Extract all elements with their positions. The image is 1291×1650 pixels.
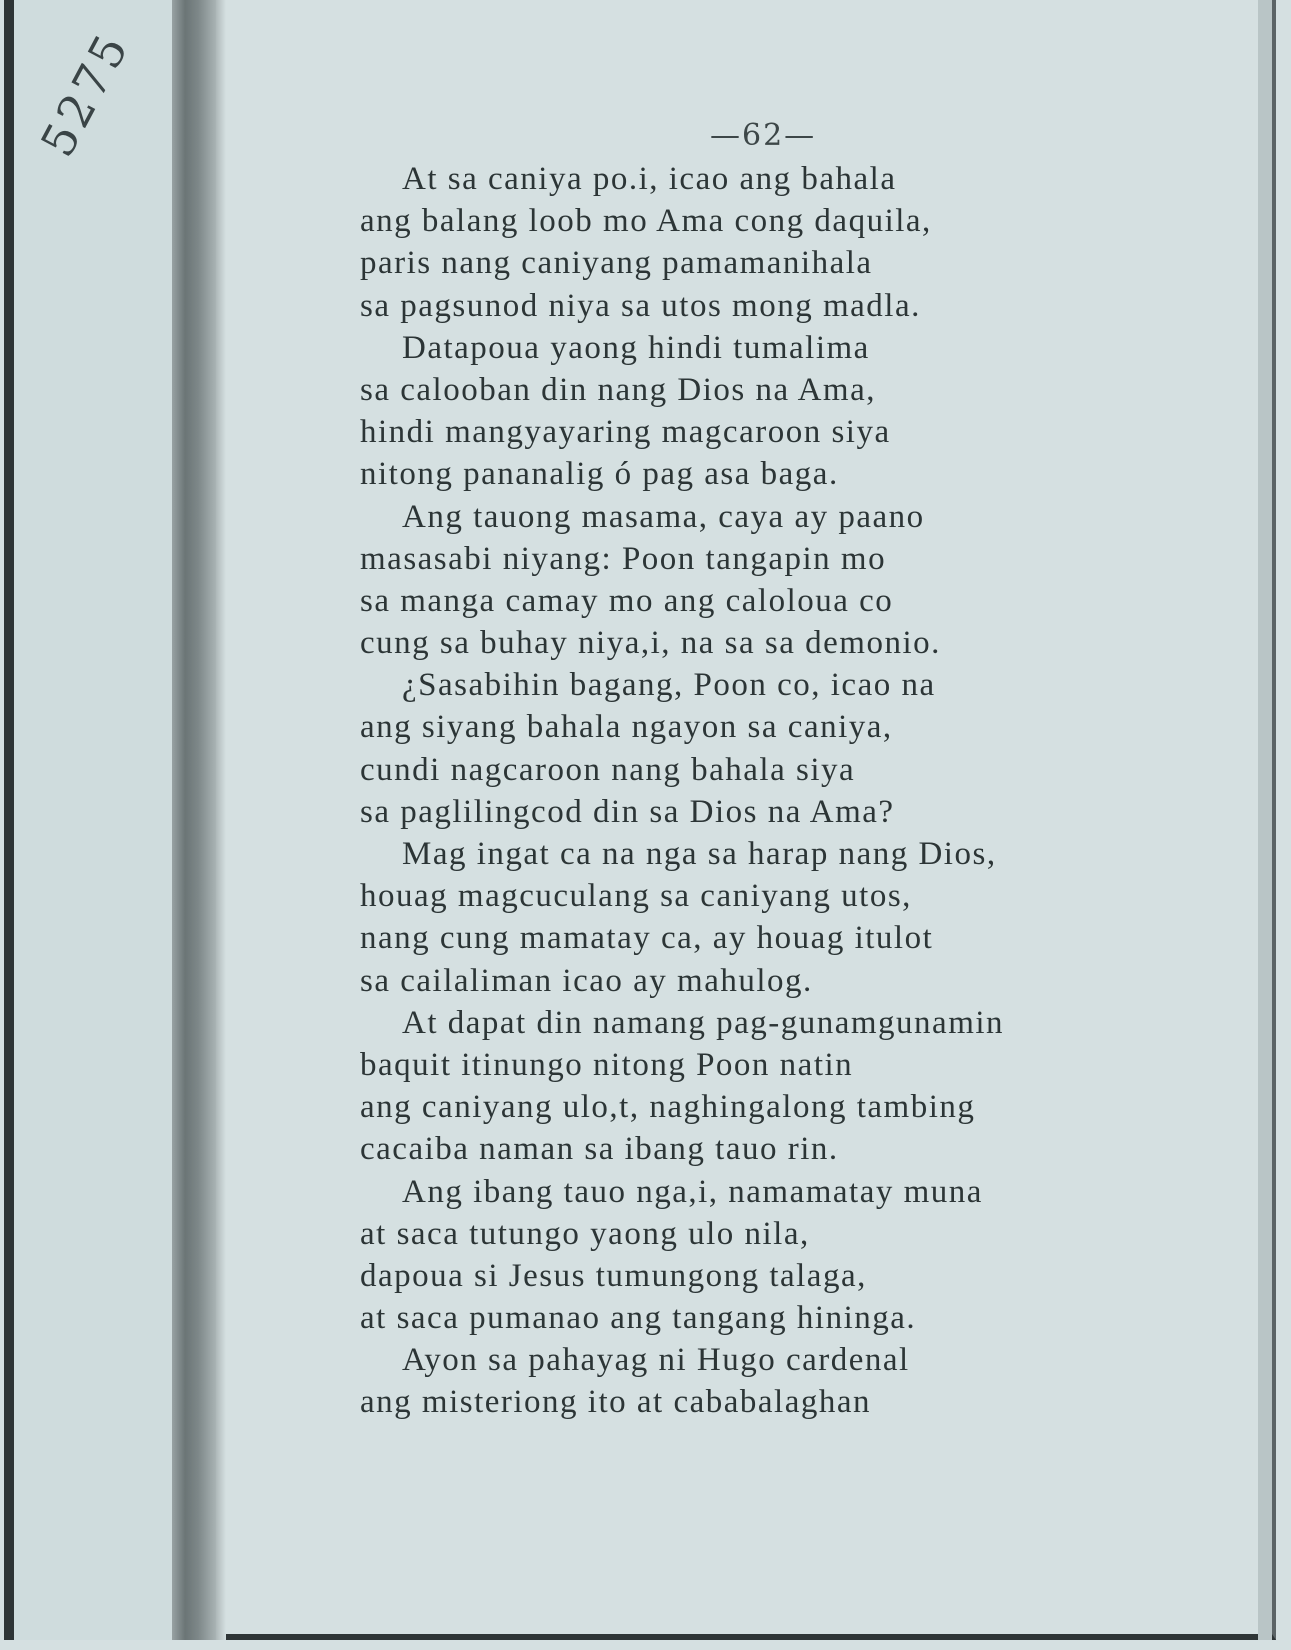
- verse-line: hindi mangyayaring magcaroon siya: [360, 414, 891, 451]
- verse-line: sa manga camay mo ang caloloua co: [360, 582, 894, 619]
- verse-line: paris nang caniyang pamamanihala: [360, 245, 873, 282]
- handwritten-margin-note: 5275: [30, 22, 141, 166]
- verse-line: cung sa buhay niya,i, na sa sa demonio.: [360, 625, 941, 662]
- verse-line: dapoua si Jesus tumungong talaga,: [360, 1257, 867, 1294]
- verse-line: ang misteriong ito at cababalaghan: [360, 1384, 872, 1421]
- verse-line: ¿Sasabihin bagang, Poon co, icao na: [402, 667, 936, 704]
- verse-line: nang cung mamatay ca, ay houag itulot: [360, 920, 934, 957]
- verse-line: houag magcuculang sa caniyang utos,: [360, 878, 912, 915]
- verse-line: Datapoua yaong hindi tumalima: [402, 329, 870, 366]
- verse-line: cacaiba naman sa ibang tauo rin.: [360, 1131, 839, 1168]
- verse-line: sa calooban din nang Dios na Ama,: [360, 371, 876, 408]
- verse-line: ang caniyang ulo,t, naghingalong tambing: [360, 1089, 976, 1126]
- verse-line: sa paglilingcod din sa Dios na Ama?: [360, 793, 895, 830]
- verse-line: Ang ibang tauo nga,i, namamatay muna: [402, 1173, 983, 1210]
- verse-text-block: [360, 158, 1240, 1424]
- verse-line: Ang tauong masama, caya ay paano: [402, 498, 925, 535]
- verse-line: masasabi niyang: Poon tangapin mo: [360, 540, 887, 577]
- book-spine-shadow: [172, 0, 216, 1640]
- verse-line: At dapat din namang pag-gunamgunamin: [402, 1004, 1005, 1041]
- page-number: —62—: [710, 118, 817, 153]
- verse-line: sa cailaliman icao ay mahulog.: [360, 962, 813, 999]
- right-page-edge: [1258, 0, 1272, 1640]
- left-margin: [14, 0, 174, 1640]
- verse-line: At sa caniya po.i, icao ang bahala: [402, 161, 897, 197]
- verse-line: cundi nagcaroon nang bahala siya: [360, 751, 856, 788]
- verse-line: Ayon sa pahayag ni Hugo cardenal: [402, 1342, 910, 1379]
- verse-line: nitong pananalig ó pag asa baga.: [360, 456, 839, 493]
- verse-line: ang siyang bahala ngayon sa caniya,: [360, 709, 893, 746]
- verse-line: at saca tutungo yaong ulo nila,: [360, 1215, 810, 1252]
- spine-gradient: [216, 0, 226, 1640]
- verse-line: at saca pumanao ang tangang hininga.: [360, 1300, 917, 1337]
- verse-line: baquit itinungo nitong Poon natin: [360, 1046, 854, 1083]
- verse-line: sa pagsunod niya sa utos mong madla.: [360, 287, 921, 324]
- verse-line: Mag ingat ca na nga sa harap nang Dios,: [402, 836, 997, 872]
- verse-line: ang balang loob mo Ama cong daquila,: [360, 203, 932, 240]
